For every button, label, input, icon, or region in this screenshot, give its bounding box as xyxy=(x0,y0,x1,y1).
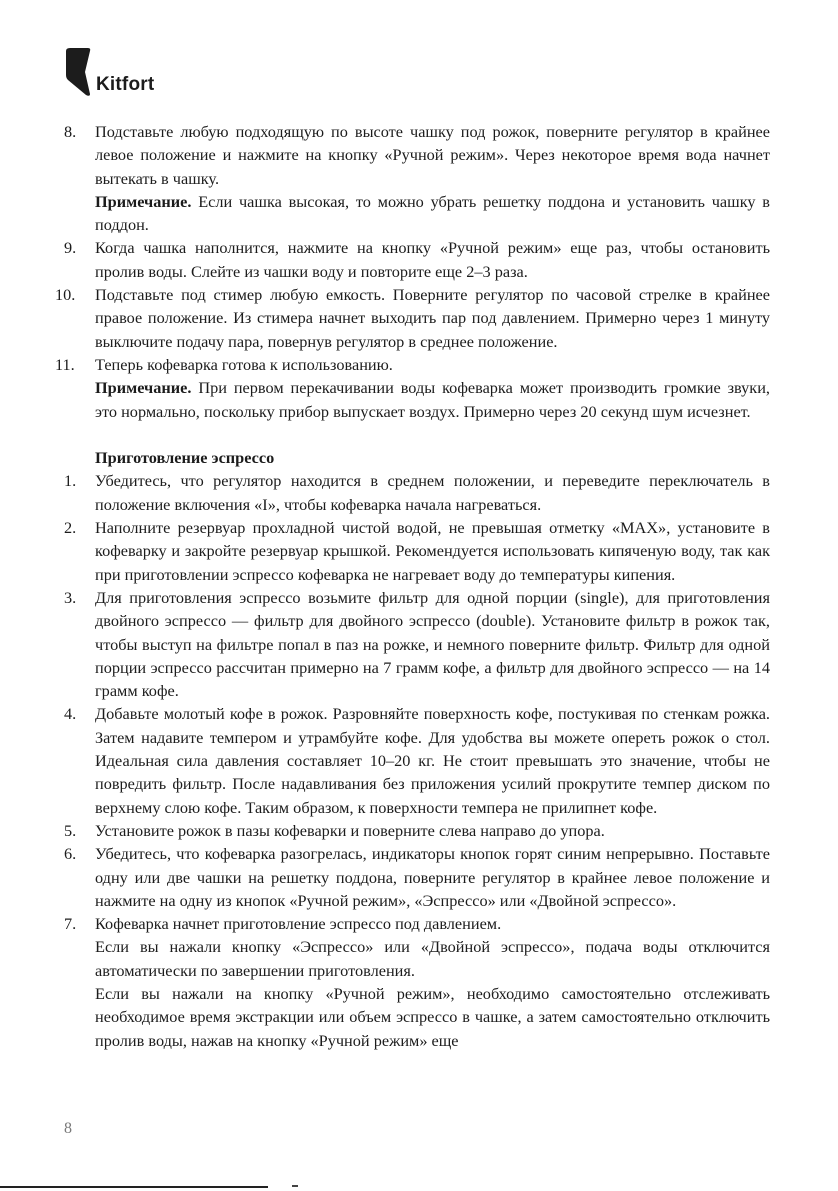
list-item xyxy=(64,469,770,516)
list-item-number: 3. xyxy=(64,587,77,607)
list-item-number: 9. xyxy=(64,238,77,258)
list-item xyxy=(64,819,770,842)
list-item-text: Для приготовления эспрессо возьмите фильтр для одной порции (single), для приготовления двойного эспрессо — фильтр для двойного эспрессо (double). Установите фильтр в рожок так, чтобы выступ на фильтре попал в паз на рожке, и немного поверните фильтр. Фильтр для одной порции эспрессо рассчитан примерно на 7 грамм кофе, а фильтр для двойного эспрессо — на 14 грамм кофе. xyxy=(95,587,770,701)
list-item-text: Убедитесь, что кофеварка разогрелась, индикаторы кнопок горят синим непрерывно. Поставьте одну или две чашки на решетку поддона, поверните регулятор в крайнее левое положение и нажмите на одну из кнопок «Ручной режим», «Эспрессо» или «Двойной эспрессо». xyxy=(95,844,770,910)
list-item-text: Кофеварка начнет приготовление эспрессо под давлением. xyxy=(95,914,502,934)
list-item xyxy=(64,702,770,818)
list-item-number: 5. xyxy=(64,820,77,840)
list-item-extra-text: Если вы нажали кнопку «Эспрессо» или «Двойной эспрессо», подача воды отключится автоматически по завершении приготовления. xyxy=(95,937,770,980)
list-item-text: Теперь кофеварка готова к использованию. xyxy=(95,354,393,374)
list-item xyxy=(64,120,770,236)
list-item-text: Добавьте молотый кофе в рожок. Разровняйте поверхность кофе, постукивая по стенкам рожка. Затем надавите темпером и утрамбуйте кофе. Для удобства вы можете опереть рожок о стол. Идеальная сила давления составляет 10–20 кг. Не стоит превышать это значение, чтобы не повредить фильтр. После надавливания без приложения усилий прокрутите темпер диском по верхнему слою кофе. Таким образом, к поверхности темпера не прилипнет кофе. xyxy=(95,704,770,817)
list-item xyxy=(64,842,770,912)
note-label: Примечание. xyxy=(95,191,192,211)
list-item-number: 8. xyxy=(64,122,77,141)
list-item-text: Наполните резервуар прохладной чистой водой, не превышая отметку «MAX», установите в кофеварку и закройте резервуар крышкой. Рекомендуется использовать кипяченую воду, так как при приготовлении эспрессо кофеварка не нагревает воду до температуры кипения. xyxy=(95,518,770,584)
list-item-number: 6. xyxy=(64,844,77,864)
list-item-text: Установите рожок в пазы кофеварки и поверните слева направо до упора. xyxy=(95,820,605,840)
section-title: Приготовление эспрессо xyxy=(95,448,275,468)
list-item-text: Когда чашка наполнится, нажмите на кнопку «Ручной режим» еще раз, чтобы остановить пролив воды. Слейте из чашки воду и повторите еще 2–3 раза. xyxy=(95,238,770,281)
note-label: Примечание. xyxy=(95,378,192,398)
list-item xyxy=(64,236,770,283)
list-item-text: Подставьте под стимер любую емкость. Поверните регулятор по часовой стрелке в крайнее правое положение. Из стимера начнет выходить пар под давлением. Примерно через 1 минуту выключите подачу пара, повернув регулятор в среднее положение. xyxy=(95,285,770,351)
list-item-number: 7. xyxy=(64,914,77,934)
list-item xyxy=(55,283,770,353)
note-text: При первом перекачивании воды кофеварка может производить громкие звуки, это нормально, поскольку прибор выпускает воздух. Примерно через 20 секунд шум исчезнет. xyxy=(95,378,770,421)
list-item-number: 1. xyxy=(64,471,77,491)
list-item-number: 4. xyxy=(64,704,77,724)
scan-edge-mark xyxy=(292,1185,298,1187)
list-item-number: 2. xyxy=(64,518,77,538)
list-item-number: 11. xyxy=(55,354,75,374)
note-text: Если чашка высокая, то можно убрать решетку поддона и установить чашку в поддон. xyxy=(95,191,770,235)
list-item-text: Убедитесь, что регулятор находится в среднем положении, и переведите переключатель в положение включения «I», чтобы кофеварка начала нагреваться. xyxy=(95,471,770,514)
list-item xyxy=(64,586,770,702)
list-item xyxy=(64,912,770,1052)
list-item xyxy=(55,353,770,423)
list-item-text: Подставьте любую подходящую по высоте чашку под рожок, поверните регулятор в крайнее левое положение и нажмите на кнопку «Ручной режим». Через некоторое время вода начнет вытекать в чашку. xyxy=(95,122,770,188)
brand-logo xyxy=(64,48,174,98)
note xyxy=(95,190,770,237)
list-item xyxy=(64,516,770,586)
kitfort-k-mark-icon xyxy=(64,48,94,98)
scan-edge-line xyxy=(0,1186,268,1188)
list-item-extra-text: Если вы нажали на кнопку «Ручной режим», необходимо самостоятельно отслеживать необходимое время экстракции или объем эспрессо в чашке, а затем самостоятельно отключить пролив воды, нажав на кнопку «Ручной режим» еще xyxy=(95,983,770,1050)
page-number: 8 xyxy=(64,1120,72,1137)
note xyxy=(95,376,770,423)
page-content xyxy=(55,120,770,1052)
brand-name: Kitfort xyxy=(96,74,155,95)
list-item-number: 10. xyxy=(55,285,76,305)
